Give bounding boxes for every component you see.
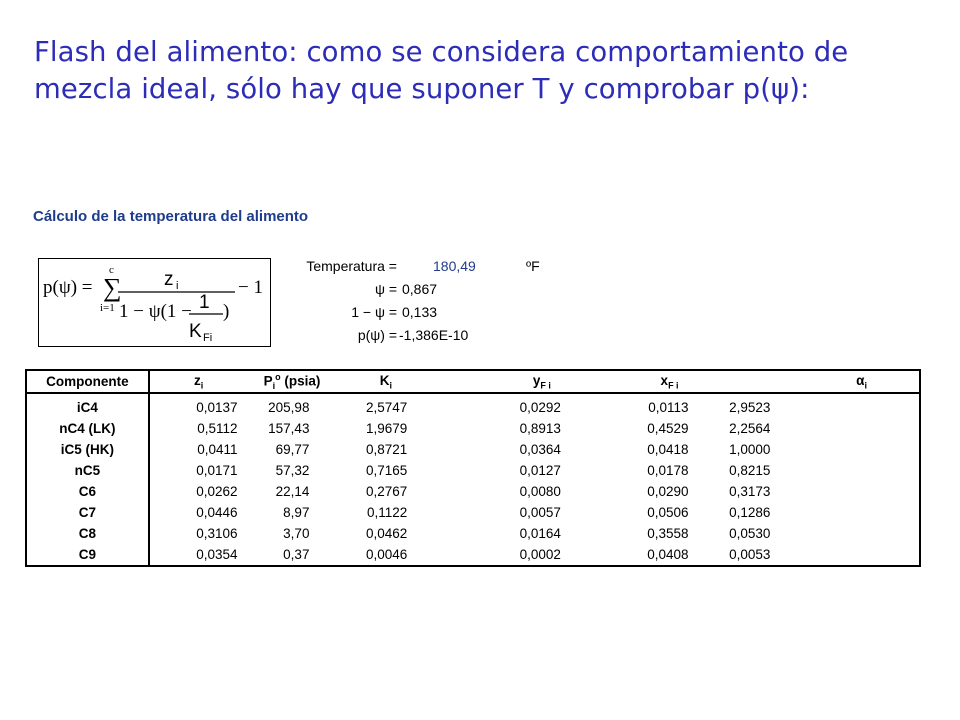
cell-y: 0,8913 [519, 421, 561, 436]
cell-z: 0,0171 [196, 463, 238, 478]
table-row [26, 460, 920, 481]
cell-spacer [770, 418, 920, 439]
section-subtitle: Cálculo de la temperatura del alimento [33, 208, 309, 225]
temperature-unit: ºF [526, 258, 540, 274]
cell-vapor-pressure: 205,98 [268, 400, 310, 415]
rachford-rice-formula [38, 258, 271, 347]
table-row [26, 418, 920, 439]
cell-component: nC5 [26, 460, 149, 481]
one-minus-psi-label: 1 − ψ = [351, 304, 397, 320]
cell-spacer [770, 439, 920, 460]
cell-alpha: 0,0053 [691, 544, 771, 566]
cell-x: 0,0408 [584, 544, 691, 566]
p-psi-value: -1,386E-10 [399, 327, 469, 343]
one-minus-psi-value: 0,133 [402, 304, 438, 320]
cell-x: 0,0506 [647, 505, 689, 520]
cell-y: 0,0080 [519, 484, 561, 499]
cell-vapor-pressure: 22,14 [275, 484, 310, 499]
header-alpha: $\alpha_i$ [770, 370, 920, 393]
cell-vapor-pressure: 157,43 [268, 421, 310, 436]
cell-k: 0,7165 [366, 463, 408, 478]
table-row [26, 502, 920, 523]
cell-vapor-pressure: 0,37 [248, 544, 337, 566]
header-vapor-pressure: $P_i^o$ (psia) [248, 370, 337, 393]
cell-k: 0,0046 [336, 544, 435, 566]
table-row [26, 523, 920, 544]
cell-z: 0,0446 [196, 505, 238, 520]
cell-alpha: 0,1286 [729, 505, 771, 520]
cell-component: C6 [26, 481, 149, 502]
cell-alpha: 0,0530 [729, 526, 771, 541]
cell-spacer [770, 481, 920, 502]
inner-numerator: 1 [199, 292, 210, 313]
psi-label: ψ = [374, 281, 397, 297]
numerator-subscript: i [176, 280, 179, 292]
sum-sign: ∑ [103, 273, 122, 302]
cell-k: 0,8721 [366, 442, 408, 457]
cell-spacer [770, 502, 920, 523]
denominator-prefix: 1 − ψ(1 − [119, 301, 192, 322]
cell-z: 0,0354 [149, 544, 248, 566]
p-psi-label: p(ψ) = [357, 327, 397, 343]
cell-y: 0,0127 [519, 463, 561, 478]
cell-k: 0,2767 [366, 484, 408, 499]
cell-vapor-pressure: 69,77 [275, 442, 310, 457]
cell-z: 0,0137 [196, 400, 238, 415]
cell-vapor-pressure: 3,70 [283, 526, 310, 541]
cell-spacer [770, 523, 920, 544]
temperature-value: 180,49 [433, 258, 476, 274]
cell-k: 0,0462 [366, 526, 408, 541]
cell-component: C7 [26, 502, 149, 523]
cell-z: 0,3106 [196, 526, 238, 541]
cell-y: 0,0164 [519, 526, 561, 541]
cell-x: 0,4529 [647, 421, 689, 436]
cell-alpha: 0,3173 [729, 484, 771, 499]
table-row [26, 393, 920, 418]
header-k: $K_i$ [336, 370, 435, 393]
cell-spacer [770, 393, 920, 418]
cell-x: 0,0418 [647, 442, 689, 457]
psi-value: 0,867 [402, 281, 438, 297]
numerator-z: z [164, 269, 174, 290]
cell-x: 0,3558 [647, 526, 689, 541]
header-z: $z_i$ [149, 370, 248, 393]
cell-z: 0,0411 [197, 442, 238, 457]
inner-denominator-k: K [189, 321, 202, 342]
table-header-row [26, 370, 920, 393]
cell-component: nC4 (LK) [26, 418, 149, 439]
cell-k: 2,5747 [366, 400, 408, 415]
formula-graphic [39, 259, 270, 346]
cell-x: 0,0113 [648, 400, 689, 415]
table-row [26, 481, 920, 502]
cell-spacer [770, 460, 920, 481]
component-table [25, 369, 921, 567]
formula-tail: − 1 [238, 277, 263, 298]
header-y: $y_{F i}$ [435, 370, 584, 393]
cell-y: 0,0292 [519, 400, 561, 415]
slide-title: Flash del alimento: como se considera comportamiento de mezcla ideal, sólo hay que suponer T y comprobar p(ψ): [34, 36, 849, 105]
cell-component: C9 [26, 544, 149, 566]
cell-y: 0,0057 [519, 505, 561, 520]
cell-alpha: 2,9523 [729, 400, 771, 415]
cell-alpha: 1,0000 [729, 442, 771, 457]
cell-z: 0,5112 [197, 421, 238, 436]
cell-x: 0,0178 [647, 463, 689, 478]
cell-k: 0,1122 [367, 505, 408, 520]
sum-lower-limit: i=1 [100, 302, 115, 314]
inner-denominator-subscript: Fi [203, 332, 213, 344]
sum-upper-limit: c [109, 264, 114, 276]
formula-lhs: p(ψ) = [43, 277, 93, 298]
cell-k: 1,9679 [366, 421, 408, 436]
cell-y: 0,0002 [435, 544, 584, 566]
cell-component: iC5 (HK) [26, 439, 149, 460]
header-component: Componente [26, 370, 149, 393]
cell-component: C8 [26, 523, 149, 544]
cell-component: iC4 [26, 393, 149, 418]
close-paren: ) [223, 301, 230, 322]
table-row [26, 439, 920, 460]
cell-alpha: 0,8215 [729, 463, 771, 478]
cell-y: 0,0364 [519, 442, 561, 457]
cell-x: 0,0290 [647, 484, 689, 499]
cell-z: 0,0262 [196, 484, 238, 499]
header-x: $x_{F i}$ [584, 370, 691, 393]
temperature-label: Temperatura = [306, 258, 397, 274]
cell-alpha: 2,2564 [729, 421, 771, 436]
cell-vapor-pressure: 57,32 [275, 463, 310, 478]
cell-vapor-pressure: 8,97 [283, 505, 310, 520]
table-row [26, 544, 920, 566]
cell-spacer [770, 544, 920, 566]
